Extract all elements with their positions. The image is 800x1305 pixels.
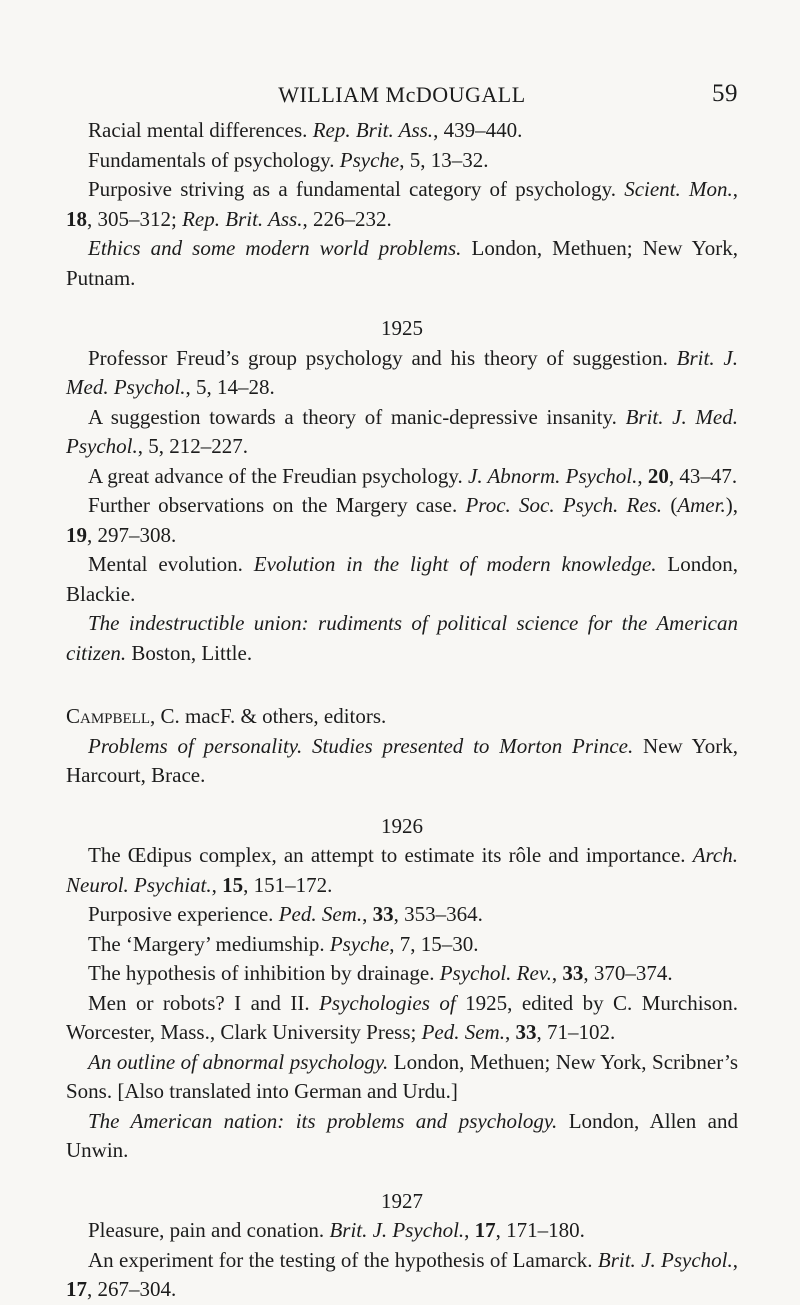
bibliography-entry: The indestructible union: rudiments of political science for the American citizen. Boston, Little.: [66, 611, 738, 665]
bibliography-entry: The hypothesis of inhibition by drainage. Psychol. Rev., 33, 370–374.: [88, 961, 673, 985]
bibliography-entry: Racial mental differences. Rep. Brit. Ass., 439–440.: [88, 118, 523, 142]
bibliography-entry: Further observations on the Margery case. Proc. Soc. Psych. Res. (Amer.), 19, 297–308.: [66, 493, 738, 547]
page-number: 59: [712, 80, 738, 107]
year-heading-1927: 1927: [381, 1188, 423, 1213]
running-head: [66, 82, 738, 112]
campbell-author-line: Campbell, C. macF. & others, editors.: [66, 704, 387, 728]
bibliography-entry: Fundamentals of psychology. Psyche, 5, 13–32.: [88, 147, 489, 172]
entries-1925: [66, 344, 738, 669]
bibliography-entry: The Œdipus complex, an attempt to estimate its rôle and importance. Arch. Neurol. Psychiat., 15, 151–172.: [66, 843, 738, 897]
bibliography-entry: The American nation: its problems and psychology. London, Allen and Unwin.: [66, 1108, 738, 1162]
entries-1927: [66, 1216, 738, 1305]
bibliography-entry: An outline of abnormal psychology. London, Methuen; New York, Scribner’s Sons. [Also translated into German and Urdu.]: [66, 1049, 738, 1103]
bibliography-entry: The ‘Margery’ mediumship. Psyche, 7, 15–30.: [88, 931, 479, 956]
bibliography-entry: Purposive experience. Ped. Sem., 33, 353–364.: [88, 902, 483, 926]
bibliography-body: [66, 116, 738, 1305]
bibliography-entry: Ethics and some modern world problems. London, Methuen; New York, Putnam.: [66, 236, 738, 290]
bibliography-entry: Problems of personality. Studies presented to Morton Prince. New York, Harcourt, Brace.: [66, 733, 738, 787]
running-title: WILLIAM McDOUGALL: [278, 82, 526, 107]
bibliography-entry: An experiment for the testing of the hypothesis of Lamarck. Brit. J. Psychol., 17, 267–304.: [66, 1247, 738, 1301]
entries-1924-tail: [66, 116, 738, 293]
year-heading-1925: 1925: [381, 316, 423, 340]
bibliography-entry: A suggestion towards a theory of manic-depressive insanity. Brit. J. Med. Psychol., 5, 212–227.: [66, 404, 738, 458]
bibliography-entry: Purposive striving as a fundamental category of psychology. Scient. Mon., 18, 305–312; Rep. Brit. Ass., 226–232.: [66, 177, 738, 231]
bibliography-entry: Professor Freud’s group psychology and his theory of suggestion. Brit. J. Med. Psychol., 5, 14–28.: [66, 345, 738, 399]
bibliography-entry: Men or robots? I and II. Psychologies of 1925, edited by C. Murchison. Worcester, Mass., Clark University Press; Ped. Sem., 33, 71–102.: [66, 990, 738, 1044]
year-heading-1926: 1926: [381, 813, 423, 838]
bibliography-entry: Mental evolution. Evolution in the light of modern knowledge. London, Blackie.: [66, 552, 738, 606]
entries-1926: [66, 841, 738, 1166]
bibliography-entry: A great advance of the Freudian psychology. J. Abnorm. Psychol., 20, 43–47.: [88, 463, 738, 488]
bibliography-entry: Pleasure, pain and conation. Brit. J. Psychol., 17, 171–180.: [88, 1218, 585, 1242]
